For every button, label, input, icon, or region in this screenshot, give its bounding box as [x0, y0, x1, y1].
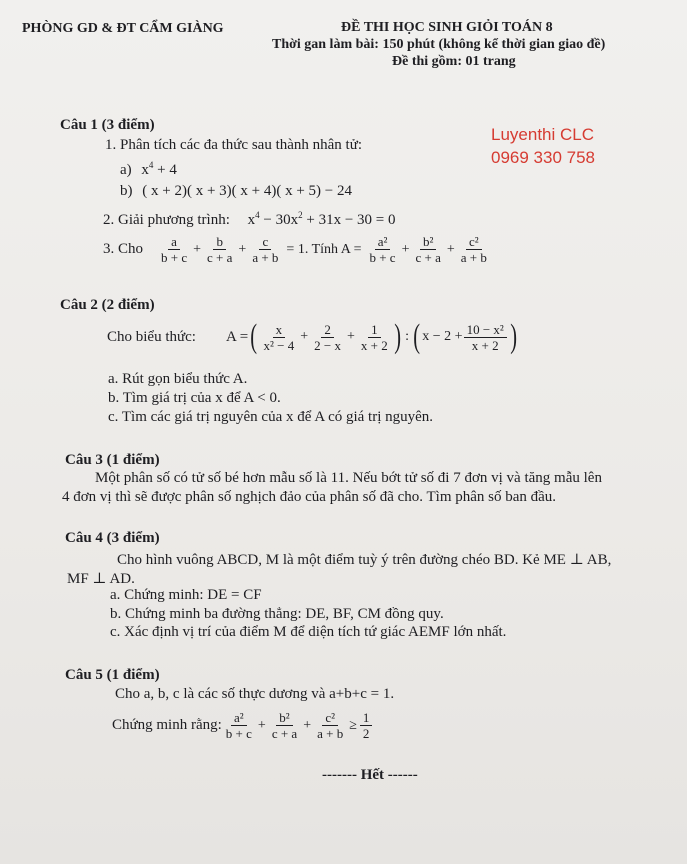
q5-line2: Chứng minh rằng: $\frac{\text{a²}}{b + c}$ + $\frac{\text{b²}}{c + a}$ + $\frac{\text{c²}}{a + b}$ ≥ $\frac{1}{2}$: [112, 710, 373, 741]
q1-p2-sup1: 4: [255, 210, 260, 220]
q4-part-b: b. Chứng minh ba đường thẳng: DE, BF, CM đồng quy.: [110, 606, 444, 622]
q1-part1: 1. Phân tích các đa thức sau thành nhân tử:: [105, 137, 363, 153]
q1-frac-b: $\frac{b}{c + a}$: [207, 234, 233, 265]
q1-frac-c2: $\frac{\text{c²}}{a + b}$: [460, 234, 487, 265]
q1-p2-x: x: [247, 212, 256, 228]
q1-p2-sup2: 2: [298, 210, 303, 220]
q2-part-b: b. Tìm giá trị của x để A < 0.: [108, 390, 281, 406]
q5-title: Câu 5 (1 điểm): [65, 667, 160, 683]
q1-frac-a: $\frac{a}{b + c}$: [161, 234, 188, 265]
q3-title: Câu 3 (1 điểm): [65, 452, 160, 468]
q1-p2-label: 2. Giải phương trình:: [103, 212, 230, 228]
q1-frac-c: $\frac{c}{a + b}$: [252, 234, 279, 265]
q2-expression: Cho biểu thức: A = ( $\frac{x}{\text{x² − 4}}$ + $\frac{2}{2 - x}$ + $\frac{1}{x + 2}$ ) : ( x − 2 + $\frac{\text{10 − x²}}{x + 2}$ ): [107, 318, 517, 355]
q5-frac-half: $\frac{1}{2}$: [360, 710, 373, 741]
q1-a-sup: 4: [148, 160, 154, 170]
q5-prove: Chứng minh rằng:: [112, 717, 222, 733]
q5-line1: Cho a, b, c là các số thực dương và a+b+c = 1.: [115, 686, 395, 702]
q1-p2-end: + 31x − 30 = 0: [302, 212, 396, 228]
exam-title: ĐỀ THI HỌC SINH GIỎI TOÁN 8: [341, 20, 553, 35]
exam-time: Thời gan làm bài: 150 phút (không kể thời gian giao đề): [272, 37, 606, 52]
watermark-phone: 0969 330 758: [491, 148, 595, 167]
q4-part-a: a. Chứng minh: DE = CF: [110, 587, 262, 603]
q1-b-expr: ( x + 2)( x + 3)( x + 4)( x + 5) − 24: [142, 183, 353, 199]
watermark-name: Luyenthi CLC: [491, 125, 595, 144]
q1-part1b: [120, 183, 352, 200]
q1-frac-a2: $\frac{\text{a²}}{b + c}$: [369, 234, 396, 265]
q2-frac-3: $\frac{1}{x + 2}$: [360, 321, 388, 353]
q2-frac-2: $\frac{2}{2 - x}$: [314, 321, 341, 353]
q1-a-label: a): [120, 162, 132, 178]
q3-line2: 4 đơn vị thì sẽ được phân số nghịch đảo của phân số đã cho. Tìm phân số ban đầu.: [62, 489, 557, 505]
q2-intro: Cho biểu thức:: [107, 328, 196, 345]
q1-frac-b2: $\frac{\text{b²}}{c + a}$: [415, 234, 441, 265]
q3-line1: Một phân số có tử số bé hơn mẫu số là 11. Nếu bớt tử số đi 7 đơn vị và tăng mẫu lên: [95, 470, 602, 486]
footer-end: ------- Hết ------: [322, 767, 418, 783]
q2-frac-1: $\frac{x}{\text{x² − 4}}$: [263, 321, 295, 353]
q2-a-eq: A =: [225, 328, 249, 345]
q2-part-a: a. Rút gọn biểu thức A.: [108, 371, 248, 387]
q4-line1: Cho hình vuông ABCD, M là một điểm tuỳ ý trên đường chéo BD. Kẻ ME ⊥ AB,: [117, 552, 612, 568]
q5-frac-c: $\frac{\text{c²}}{a + b}$: [317, 710, 344, 741]
q2-title: Câu 2 (2 điểm): [60, 297, 155, 313]
q4-line2: MF ⊥ AD.: [67, 571, 135, 587]
q5-frac-b: $\frac{\text{b²}}{c + a}$: [271, 710, 298, 741]
q1-part3: 3. Cho $\frac{a}{b + c}$ + $\frac{b}{c + a}$ + $\frac{c}{a + b}$ = 1. Tính A = $\frac{\text{a²}}{b + c}$ + $\frac{\text{b²}}{c + a}$ + $\frac{\text{c²}}{a + b}$: [103, 234, 491, 265]
q2-part-c: c. Tìm các giá trị nguyên của x để A có giá trị nguyên.: [108, 409, 434, 425]
office-name: PHÒNG GD & ĐT CẨM GIÀNG: [22, 21, 224, 36]
q2-frac-4: $\frac{\text{10 − x²}}{x + 2}$: [464, 322, 507, 353]
q1-part2: [103, 210, 396, 229]
q4-title: Câu 4 (3 điểm): [65, 530, 160, 546]
q1-b-label: b): [120, 183, 133, 199]
q1-a-x: x: [141, 162, 149, 178]
q1-a-rest: + 4: [157, 162, 177, 178]
exam-pages: Đề thi gồm: 01 trang: [392, 54, 516, 69]
q1-p3-label: 3. Cho: [103, 241, 144, 257]
q1-p2-mid: − 30x: [259, 212, 299, 228]
q5-frac-a: $\frac{\text{a²}}{b + c}$: [225, 710, 252, 741]
q1-title: Câu 1 (3 điểm): [60, 117, 155, 133]
q1-part1a: [120, 160, 177, 179]
q2-inner: x − 2 +: [422, 329, 463, 344]
q4-part-c: c. Xác định vị trí của điểm M để diện tích tứ giác AEMF lớn nhất.: [110, 624, 507, 640]
q1-p3-mid: = 1. Tính A =: [286, 241, 362, 257]
q5-ge: ≥: [349, 717, 357, 733]
